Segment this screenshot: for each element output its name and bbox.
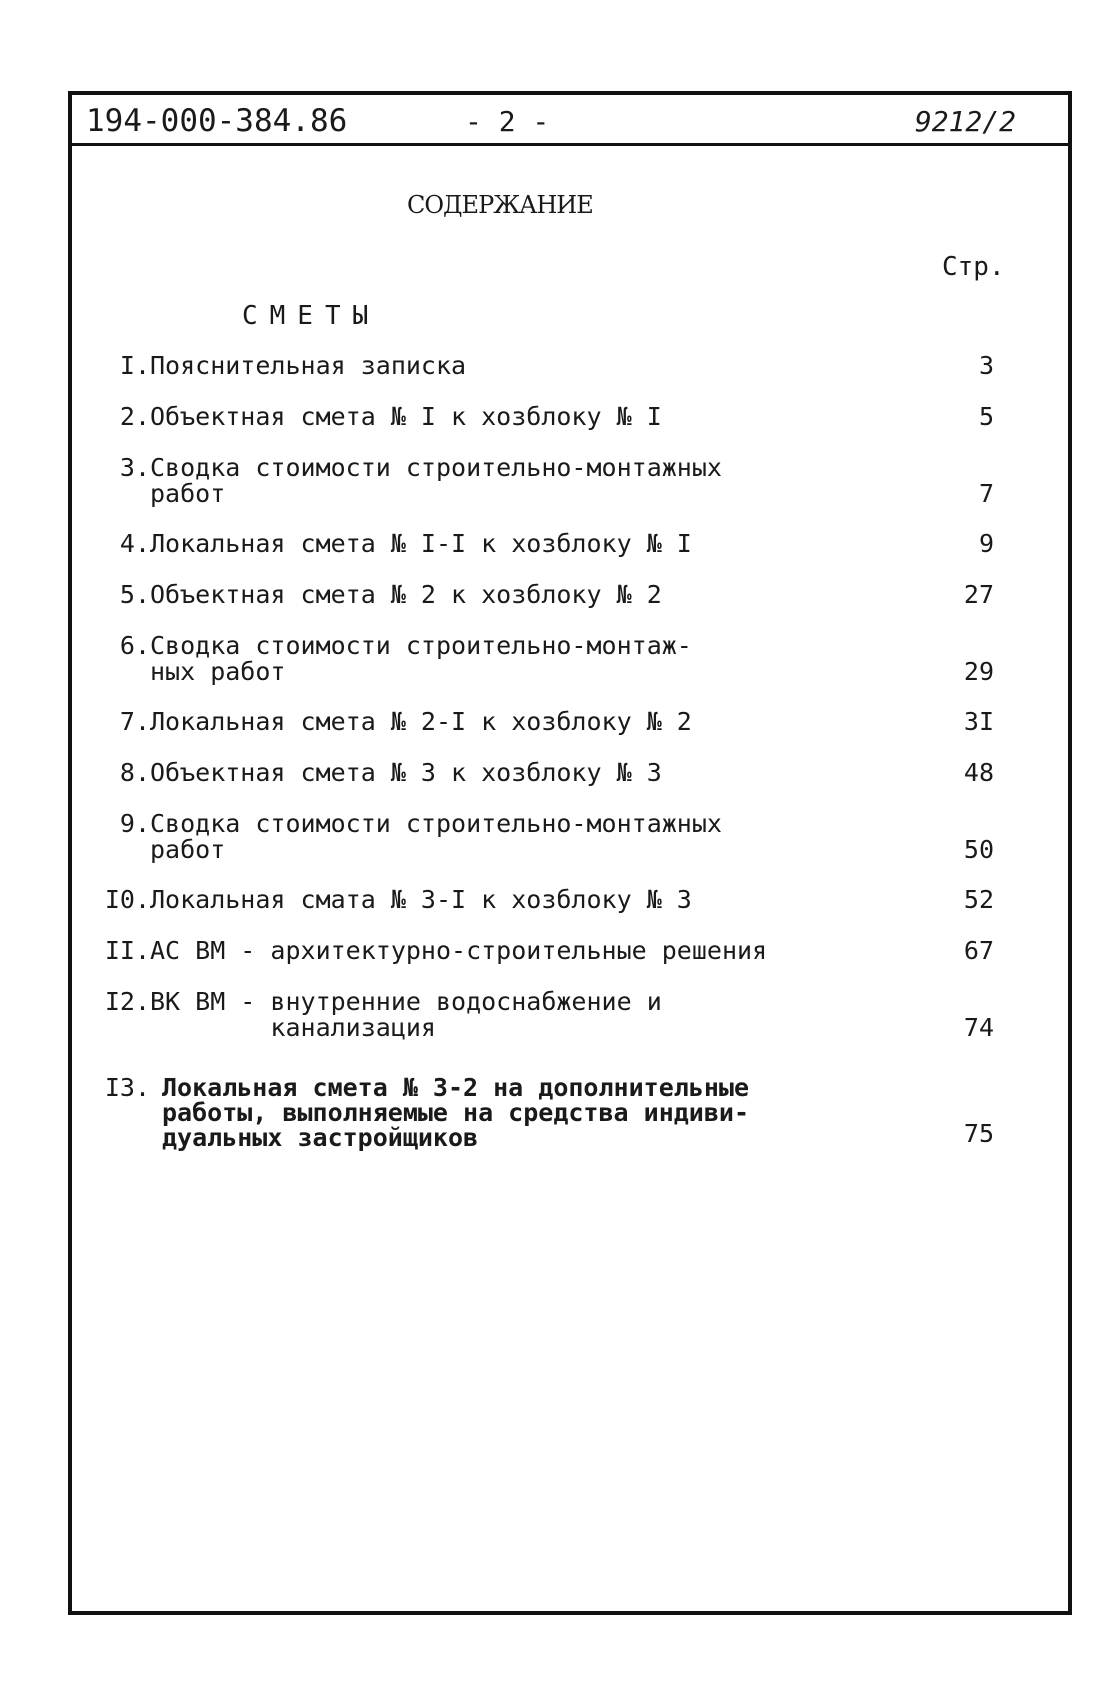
toc-item [92, 531, 994, 587]
toc-item-page: 48 [963, 758, 994, 787]
toc-item-text: Объектная смета № I к хозблоку № I [150, 402, 662, 431]
toc-item-text: Объектная смета № 3 к хозблоку № 3 [150, 758, 662, 787]
toc-item-page: 29 [963, 657, 994, 686]
sheet-number: 9212/2 [914, 105, 1016, 138]
toc-item [92, 353, 994, 409]
toc-item-number: 2. [119, 402, 150, 431]
toc-item [92, 887, 994, 943]
toc-item-text: Объектная смета № 2 к хозблоку № 2 [150, 580, 662, 609]
toc-item-number: 8. [119, 758, 150, 787]
toc-item-number: I3. [104, 1073, 150, 1102]
toc-item [92, 709, 994, 765]
toc-item [92, 404, 994, 460]
page-number: - 2 - [465, 105, 550, 138]
toc-item-text: Пояснительная записка [150, 351, 467, 380]
header-stamp [72, 95, 1068, 146]
toc-item-text: Локальная смата № 3-I к хозблоку № 3 [150, 885, 692, 914]
toc-item-page: 75 [963, 1119, 994, 1148]
page-title: СОДЕРЖАНИЕ [407, 191, 593, 219]
toc-item-text: Сводка стоимости строительно-монтажных работ [150, 809, 722, 864]
toc-item-number: 9. [119, 809, 150, 838]
toc-item [92, 582, 994, 638]
toc-item [92, 989, 994, 1045]
toc-item-number: I. [119, 351, 150, 380]
toc-item-text: Локальная смета № I-I к хозблоку № I [150, 529, 692, 558]
toc-item [92, 1075, 994, 1157]
toc-item-text: Сводка стоимости строительно-монтаж- ных работ [150, 631, 692, 686]
toc-item-text: Сводка стоимости строительно-монтажных работ [150, 453, 722, 508]
toc-item-page: 50 [963, 835, 994, 864]
toc-item [92, 938, 994, 994]
toc-item-page: 7 [978, 479, 994, 508]
toc-item [92, 811, 994, 867]
toc-item-page: 67 [963, 936, 994, 965]
toc-item-text: ВК ВМ - внутренние водоснабжение и канализация [150, 987, 662, 1042]
toc-item [92, 760, 994, 816]
toc-item-number: 3. [119, 453, 150, 482]
page-frame [68, 91, 1072, 1615]
toc-item-number: 5. [119, 580, 150, 609]
toc-item [92, 633, 994, 689]
toc-item-page: 3 [978, 351, 994, 380]
toc-item [92, 455, 994, 511]
toc-item-number: II. [104, 936, 150, 965]
toc-item-text: Локальная смета № 2-I к хозблоку № 2 [150, 707, 692, 736]
section-title: СМЕТЫ [242, 301, 381, 331]
page-column-label: Стр. [942, 252, 1005, 282]
toc-item-page: 74 [963, 1013, 994, 1042]
toc-item-number: I2. [104, 987, 150, 1016]
toc-item-page: 27 [963, 580, 994, 609]
toc-item-number: 7. [119, 707, 150, 736]
toc-item-number: 6. [119, 631, 150, 660]
toc-item-page: 3I [963, 707, 994, 736]
toc-item-text: Локальная смета № 3-2 на дополнительные работы, выполняемые на средства индиви- дуальных застройщиков [162, 1073, 749, 1152]
toc-item-number: I0. [104, 885, 150, 914]
toc-item-page: 9 [978, 529, 994, 558]
toc-item-page: 5 [978, 402, 994, 431]
toc-item-page: 52 [963, 885, 994, 914]
toc-item-text: АС ВМ - архитектурно-строительные решения [150, 936, 768, 965]
document-number: 194-000-384.86 [86, 103, 348, 139]
toc-item-number: 4. [119, 529, 150, 558]
